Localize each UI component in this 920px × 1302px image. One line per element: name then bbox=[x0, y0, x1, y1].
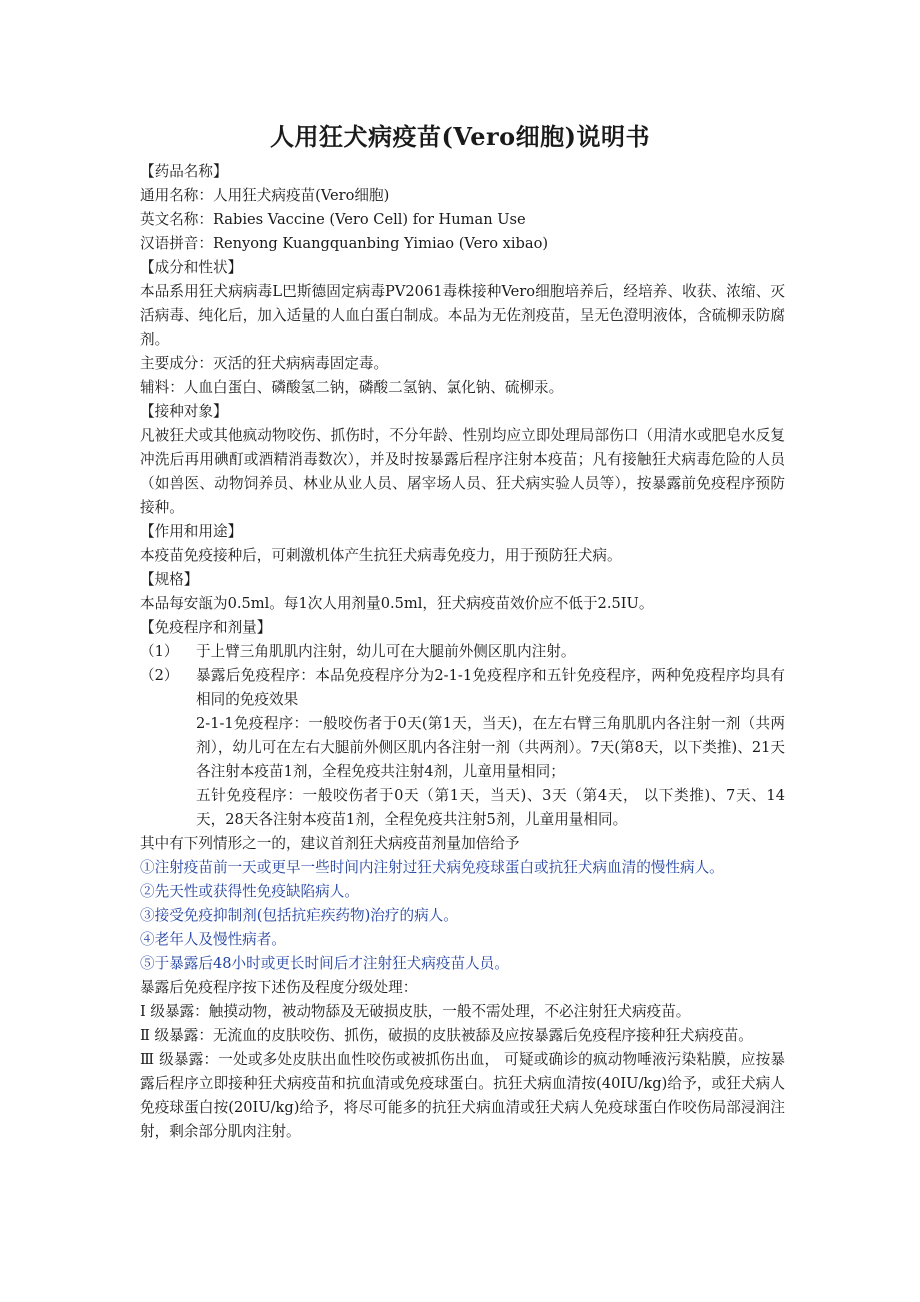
schedule-item-2 bbox=[140, 664, 785, 712]
section-heading-drug-name: 【药品名称】 bbox=[140, 163, 228, 180]
item-number: （2） bbox=[140, 667, 179, 684]
item-text: 于上臂三角肌肌内注射，幼儿可在大腿前外侧区肌内注射。 bbox=[196, 643, 576, 660]
main-ingredient: 主要成分：灭活的狂犬病病毒固定毒。 bbox=[140, 355, 389, 372]
grade-1-exposure: Ⅰ 级暴露：触摸动物，被动物舔及无破损皮肤，一般不需处理，不必注射狂犬病疫苗。 bbox=[140, 1003, 691, 1020]
document-title: 人用狂犬病疫苗(Vero细胞)说明书 bbox=[269, 122, 651, 151]
section-heading-composition: 【成分和性状】 bbox=[140, 259, 243, 276]
plan-five-dose: 五针免疫程序：一般咬伤者于0天（第1天，当天)、3天（第4天， 以下类推)、7天、14天，28天各注射本疫苗1剂，全程免疫共注射5剂，儿童用量相同。 bbox=[196, 787, 785, 828]
section-heading-usage: 【作用和用途】 bbox=[140, 523, 243, 540]
case-item: ②先天性或获得性免疫缺陷病人。 bbox=[140, 883, 359, 900]
case-item: ⑤于暴露后48小时或更长时间后才注射狂犬病疫苗人员。 bbox=[140, 955, 509, 972]
usage-text: 本疫苗免疫接种后，可刺激机体产生抗狂犬病毒免疫力，用于预防狂犬病。 bbox=[140, 547, 622, 564]
section-heading-schedule: 【免疫程序和剂量】 bbox=[140, 619, 272, 636]
plan-2-1-1: 2-1-1免疫程序：一般咬伤者于0天(第1天，当天)，在左右臂三角肌肌内各注射一剂（共两剂），幼儿可在左右大腿前外侧区肌内各注射一剂（共两剂）。7天(第8天，以下类推)、21天各注射本疫苗1剂，全程免疫共注射4剂，儿童用量相同； bbox=[196, 715, 785, 780]
composition-description: 本品系用狂犬病病毒L巴斯德固定病毒PV2061毒株接种Vero细胞培养后，经培养、收获、浓缩、灭活病毒、纯化后，加入适量的人血白蛋白制成。本品为无佐剂疫苗，呈无色澄明液体，含硫柳汞防腐剂。 bbox=[140, 283, 785, 348]
item-text: 暴露后免疫程序：本品免疫程序分为2-1-1免疫程序和五针免疫程序，两种免疫程序均具有相同的免疫效果 bbox=[196, 667, 785, 708]
excipients: 辅料：人血白蛋白、磷酸氢二钠，磷酸二氢钠、氯化钠、硫柳汞。 bbox=[140, 379, 564, 396]
case-item: ④老年人及慢性病者。 bbox=[140, 931, 286, 948]
item-number: （1） bbox=[140, 643, 179, 660]
section-heading-recipients: 【接种对象】 bbox=[140, 403, 228, 420]
document-body bbox=[140, 160, 785, 1144]
schedule-item-1 bbox=[140, 640, 785, 664]
pinyin-name: 汉语拼音：Renyong Kuangquanbing Yimiao (Vero xibao) bbox=[140, 235, 549, 252]
case-item: ③接受免疫抑制剂(包括抗疟疾药物)治疗的病人。 bbox=[140, 907, 458, 924]
double-dose-intro: 其中有下列情形之一的，建议首剂狂犬病疫苗剂量加倍给予 bbox=[140, 835, 520, 852]
grading-intro: 暴露后免疫程序按下述伤及程度分级处理： bbox=[140, 979, 418, 996]
recipients-text: 凡被狂犬或其他疯动物咬伤、抓伤时，不分年龄、性别均应立即处理局部伤口（用清水或肥皂水反复冲洗后再用碘酊或酒精消毒数次），并及时按暴露后程序注射本疫苗；凡有接触狂犬病毒危险的人员（如兽医、动物饲养员、林业从业人员、屠宰场人员、狂犬病实验人员等），按暴露前免疫程序预防接种。 bbox=[140, 427, 785, 516]
spec-text: 本品每安瓿为0.5ml。每1次人用剂量0.5ml，狂犬病疫苗效价应不低于2.5IU。 bbox=[140, 595, 654, 612]
grade-3-exposure: Ⅲ 级暴露：一处或多处皮肤出血性咬伤或被抓伤出血， 可疑或确诊的疯动物唾液污染粘膜，应按暴露后程序立即接种狂犬病疫苗和抗血清或免疫球蛋白。抗狂犬病血清按(40IU/kg)给予，或狂犬病人免疫球蛋白按(20IU/kg)给予，将尽可能多的抗狂犬病血清或狂犬病人免疫球蛋白作咬伤局部浸润注射，剩余部分肌肉注射。 bbox=[140, 1051, 785, 1140]
case-item: ①注射疫苗前一天或更早一些时间内注射过狂犬病免疫球蛋白或抗狂犬病血清的慢性病人。 bbox=[140, 859, 724, 876]
grade-2-exposure: Ⅱ 级暴露：无流血的皮肤咬伤、抓伤，破损的皮肤被舔及应按暴露后免疫程序接种狂犬病疫苗。 bbox=[140, 1027, 753, 1044]
section-heading-spec: 【规格】 bbox=[140, 571, 199, 588]
generic-name: 通用名称：人用狂犬病疫苗(Vero细胞) bbox=[140, 187, 390, 204]
english-name: 英文名称：Rabies Vaccine (Vero Cell) for Human Use bbox=[140, 211, 526, 228]
